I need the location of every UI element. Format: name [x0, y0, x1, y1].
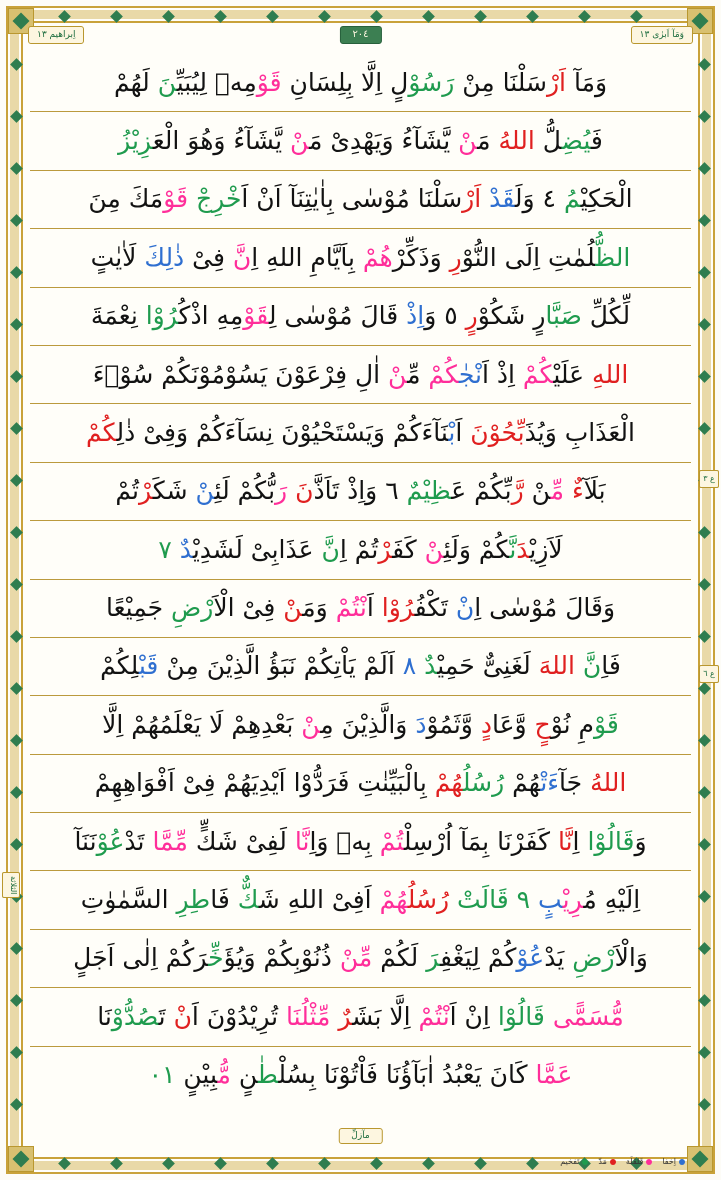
- tajweed-segment: فَا: [601, 651, 621, 681]
- tajweed-segment: قَبْ: [138, 651, 159, 681]
- tajweed-segment: نَنَآ: [74, 826, 97, 856]
- tajweed-legend: [560, 1157, 685, 1166]
- tajweed-segment: لَفِىْ شَكٍّ: [187, 826, 295, 856]
- tajweed-segment: صَبَّا: [545, 301, 582, 331]
- tajweed-segment: [449, 885, 457, 914]
- tajweed-segment: لُّ: [534, 125, 562, 155]
- tajweed-segment: رَ: [426, 943, 441, 973]
- quran-line: [30, 988, 691, 1046]
- tajweed-segment: مِّنْ: [339, 943, 373, 973]
- tajweed-segment: لَاَزِيْ: [529, 534, 563, 564]
- tajweed-segment: يَّشَآءُ وَهُوَ الْعَ: [152, 125, 290, 155]
- tajweed-segment: ٨: [394, 651, 425, 681]
- tajweed-segment: نْ: [424, 534, 444, 564]
- quran-line-text: [95, 1001, 626, 1031]
- legend-color-dot: [679, 1159, 685, 1165]
- tajweed-segment: لِّكُلِّ: [581, 301, 631, 331]
- quran-text-block: [30, 54, 691, 1104]
- tajweed-segment: نْ: [458, 125, 478, 155]
- tajweed-segment: قَالَتْ: [456, 885, 509, 915]
- tajweed-segment: اَ: [455, 417, 471, 447]
- tajweed-segment: اللهِ: [592, 359, 629, 389]
- footer-catchword: مآزلِّ: [338, 1128, 382, 1144]
- quran-line-text: [79, 887, 642, 913]
- tajweed-segment: لَغَنِىٌّ: [482, 651, 539, 681]
- tajweed-segment: نَا: [97, 1001, 112, 1031]
- tajweed-segment: دَ: [516, 534, 530, 564]
- tajweed-segment: وَّعَا: [491, 709, 535, 739]
- tajweed-segment: دَ: [415, 709, 427, 739]
- tajweed-segment: نْ: [283, 593, 303, 623]
- tajweed-segment: دٌ: [424, 651, 438, 681]
- quran-line-text: [72, 826, 648, 856]
- tajweed-segment: نَ: [295, 476, 314, 506]
- tajweed-segment: نْ: [173, 1001, 192, 1031]
- tajweed-segment: السَّمٰوٰتِ: [80, 885, 177, 915]
- tajweed-segment: الظُّ: [595, 242, 631, 272]
- tajweed-segment: سَلْنَا مِنْ: [454, 67, 547, 97]
- tajweed-segment: اللهَ: [538, 651, 575, 681]
- tajweed-segment: رْ: [378, 534, 393, 564]
- tajweed-segment: كُمْ: [86, 417, 117, 447]
- tajweed-segment: يَدْ: [544, 943, 573, 973]
- quran-line-text: [91, 359, 631, 389]
- tajweed-segment: اِذْ اَ: [481, 359, 523, 389]
- quran-line-text: [93, 770, 629, 796]
- quran-line-text: [147, 1062, 575, 1088]
- page-number-badge: ٢٠٤: [339, 26, 381, 44]
- tajweed-segment: نْتُمْ: [335, 593, 367, 623]
- header-juz-label: اِبراهيم ١٣: [28, 26, 84, 44]
- tajweed-segment: قَالُوْا: [587, 826, 635, 856]
- quran-line: [30, 1047, 691, 1104]
- tajweed-segment: اَرْ: [546, 67, 567, 97]
- tajweed-segment: فَ: [590, 125, 603, 155]
- tajweed-segment: اَ: [366, 593, 382, 623]
- tajweed-segment: ِنَّ: [321, 534, 340, 564]
- tajweed-segment: قَدْ: [489, 184, 515, 214]
- quran-line-text: [71, 945, 650, 971]
- tajweed-segment: كَانَ يَعْبُدُ اٰبَآؤُنَا فَاْتُوْنَا بِسُلْ: [278, 1060, 536, 1090]
- tajweed-segment: بَعْدِهِمْ لَا يَعْلَمُهُمْ اِلَّا: [102, 709, 302, 739]
- tajweed-segment: جَمِيْعًا: [105, 593, 172, 623]
- tajweed-segment: بِاَيَّامِ اللهِ ا: [251, 242, 363, 272]
- tajweed-segment: ٧: [158, 534, 180, 564]
- tajweed-segment: رَّ: [511, 476, 524, 506]
- quran-line-text: [112, 67, 609, 97]
- tajweed-segment: وَالَّذِيْنَ مِ: [320, 709, 416, 739]
- tajweed-segment: بِهٖ وَا: [309, 826, 380, 856]
- legend-label: قَلقَلَة: [625, 1157, 644, 1166]
- tajweed-segment: رُسُلُ: [407, 885, 450, 915]
- tajweed-segment: اللهُ: [498, 125, 535, 155]
- quran-line-text: [100, 709, 621, 739]
- tajweed-segment: اِلَّا بَشَ: [352, 1001, 419, 1031]
- tajweed-segment: لَكُمْ: [372, 943, 427, 973]
- tajweed-segment: يَّشَآءُ وَيَهْدِىْ مَ: [309, 125, 459, 155]
- tajweed-segment: لَهُمْ: [113, 67, 158, 97]
- tajweed-segment: بْ: [448, 417, 456, 447]
- header-surah-label: وَمَآ اَبرٰى ١٣: [631, 26, 693, 44]
- tajweed-segment: ذُنُوْبِكُمْ وَيُؤَ: [223, 943, 340, 973]
- tajweed-segment: نَّ: [509, 534, 517, 564]
- quran-line: [30, 171, 691, 229]
- quran-line-text: [98, 653, 623, 679]
- tajweed-segment: وَ: [602, 593, 616, 623]
- tajweed-segment: رَكُمْ اِلٰى اَجَلٍ: [73, 943, 209, 973]
- tajweed-segment: قَوْ: [243, 301, 269, 331]
- tajweed-segment: نْ: [455, 593, 475, 623]
- tajweed-segment: بَلَآ: [583, 476, 606, 506]
- tajweed-segment: نِعْمَةَ: [90, 301, 146, 331]
- tajweed-segment: اللهُ: [590, 768, 627, 798]
- tajweed-segment: الْحَكِيْ: [580, 184, 633, 214]
- quran-line: [30, 404, 691, 462]
- quran-line-text: [113, 478, 607, 504]
- tajweed-segment: رٍ: [465, 301, 478, 331]
- quran-line: [30, 346, 691, 404]
- tajweed-segment: ٥ وَ: [424, 301, 466, 331]
- quran-line-text: [89, 242, 633, 272]
- legend-color-dot: [582, 1159, 588, 1165]
- quran-line-text: [116, 125, 605, 155]
- tajweed-segment: اَلَمْ يَاْتِكُمْ نَبَؤُ الَّذِيْنَ مِنْ: [158, 651, 395, 681]
- tajweed-segment: قَوْ: [594, 709, 619, 739]
- tajweed-segment: نْجٰ: [458, 359, 482, 389]
- tajweed-segment: وَالْاَ: [614, 943, 648, 973]
- tajweed-segment: لٍ اِلَّا بِلِسَانِ: [281, 67, 409, 97]
- tajweed-segment: كُمْ: [522, 359, 554, 389]
- tajweed-segment: بٍ: [538, 885, 563, 915]
- tajweed-segment: تُمْ: [115, 476, 139, 506]
- tajweed-segment: [545, 1002, 553, 1031]
- tajweed-segment: اٰلِ فِرْعَوْنَ يَسُوْمُوْنَكُمْ سُوْۤءَ: [92, 359, 389, 389]
- tajweed-segment: فَا: [210, 885, 238, 915]
- tajweed-segment: قَالَ: [565, 593, 603, 623]
- tajweed-segment: مِّمَّا: [152, 826, 188, 856]
- tajweed-segment: اَرْ: [462, 184, 490, 214]
- tajweed-segment: وَيُذَ: [524, 417, 565, 447]
- tajweed-segment: رٌ: [338, 1001, 353, 1031]
- ruku-marker-right-2: ع ٦: [699, 665, 719, 683]
- tajweed-segment: طِرِ: [176, 885, 211, 915]
- tajweed-segment: تَدْ: [124, 826, 153, 856]
- quran-line: [30, 755, 691, 813]
- tajweed-segment: رُسُلُ: [462, 768, 505, 798]
- tajweed-segment: ١٠: [148, 1060, 184, 1090]
- legend-label: مَدّ: [598, 1157, 607, 1166]
- tajweed-segment: كٌّ: [237, 885, 259, 915]
- tajweed-segment: كُمْ وَلَئِ: [443, 534, 510, 564]
- tajweed-segment: اِلَيْهِ مُ: [583, 885, 641, 915]
- tajweed-segment: رْضِ: [572, 943, 615, 973]
- tajweed-segment: وَ: [634, 826, 647, 856]
- tajweed-segment: وَذَكِّرْ: [392, 242, 450, 272]
- tajweed-segment: مِّ: [550, 476, 572, 506]
- tajweed-segment: ذٰلِكَ: [144, 242, 185, 272]
- tajweed-segment: وَمَ: [302, 593, 336, 623]
- tajweed-segment: مِهٖ لِيُبَيِّ: [176, 67, 257, 97]
- tajweed-segment: بُّكُمْ لَئِ: [214, 476, 276, 506]
- tajweed-segment: مَ: [477, 125, 499, 155]
- legend-item: [598, 1157, 615, 1166]
- tajweed-segment: كَفَرْنَا بِمَآ اُرْسِلْ: [403, 826, 558, 856]
- tajweed-segment: ءٌ: [571, 476, 584, 506]
- tajweed-segment: فِىْ: [184, 242, 233, 272]
- tajweed-segment: سَلْنَا مُوْسٰى بِاٰيٰتِنَآ اَنْ اَ: [241, 184, 463, 214]
- tajweed-segment: يُضِ: [561, 125, 591, 155]
- tajweed-segment: قَوْ: [256, 67, 282, 97]
- legend-item: [662, 1157, 685, 1166]
- tajweed-segment: رِيْ: [562, 885, 584, 915]
- tajweed-segment: خِّ: [208, 943, 224, 973]
- tajweed-segment: لُمٰتِ اِلَى النُّوْ: [461, 242, 596, 272]
- tajweed-segment: قَوْ: [163, 184, 197, 214]
- tajweed-segment: تَ: [158, 1001, 174, 1031]
- legend-color-dot: [646, 1159, 652, 1165]
- quran-line-text: [84, 417, 637, 447]
- ruku-marker-right-1: ع ٣: [699, 470, 719, 488]
- tajweed-segment: اِ: [572, 826, 588, 856]
- quran-line: [30, 112, 691, 170]
- quran-line: [30, 930, 691, 988]
- tajweed-segment: ءَتْ: [540, 768, 560, 798]
- tajweed-segment: لَاٰيٰتٍ: [90, 242, 145, 272]
- tajweed-segment: هُمْ: [504, 768, 541, 798]
- tajweed-segment: الْعَذَابِ: [564, 417, 635, 447]
- tajweed-segment: رِ: [449, 242, 462, 272]
- tajweed-segment: رَ: [275, 476, 296, 506]
- tajweed-segment: ٩: [508, 885, 539, 915]
- legend-item: [560, 1157, 588, 1166]
- tajweed-segment: عَلَيْ: [553, 359, 593, 389]
- tajweed-segment: اِنْ اَ: [449, 1001, 498, 1031]
- quran-line: [30, 229, 691, 287]
- tajweed-segment: رٍ شَكُوْ: [477, 301, 546, 331]
- quran-line: [30, 638, 691, 696]
- tajweed-segment: ِنَّا: [294, 826, 310, 856]
- tajweed-segment: نْ: [388, 359, 408, 389]
- tajweed-segment: رُوْا: [381, 593, 415, 623]
- quran-line: [30, 463, 691, 521]
- legend-label: تَفخيم: [560, 1157, 580, 1166]
- tajweed-segment: جَآ: [559, 768, 591, 798]
- tajweed-segment: ٦ وَاِذْ تَاَذَّ: [313, 476, 407, 506]
- tajweed-segment: قَالَ مُوْسٰى لِ: [268, 301, 407, 331]
- tajweed-segment: مُ: [563, 184, 581, 214]
- tajweed-segment: دٍ: [480, 709, 492, 739]
- juz-marker-left: الثلاثة: [2, 872, 20, 898]
- tajweed-segment: وَّثَمُوْ: [426, 709, 481, 739]
- tajweed-segment: ٤ وَلَ: [514, 184, 564, 214]
- tajweed-segment: رُوْا: [145, 301, 179, 331]
- tajweed-segment: هُمْ: [379, 885, 408, 915]
- tajweed-segment: تَكْفُ: [414, 593, 456, 623]
- quran-line-text: [86, 186, 634, 212]
- tajweed-segment: مُوْسٰى اِ: [474, 593, 566, 623]
- tajweed-segment: مِ نُوْ: [550, 709, 594, 739]
- tajweed-segment: بِالْبَيِّنٰتِ فَرَدُّوْا اَيْدِيَهُمْ فِىْ اَفْوَاهِهِمْ: [94, 768, 435, 798]
- tajweed-segment: حَمِيْ: [437, 651, 483, 681]
- tajweed-segment: عَمَّا: [535, 1060, 573, 1090]
- tajweed-segment: عَذَابِىْ لَشَدِيْ: [192, 534, 322, 564]
- quran-line: [30, 54, 691, 112]
- tajweed-segment: رَسُوْ: [408, 67, 455, 97]
- tajweed-segment: مُّ: [217, 1060, 231, 1090]
- tajweed-segment: نْتُمْ: [418, 1001, 450, 1031]
- tajweed-segment: تُمْ: [379, 826, 404, 856]
- tajweed-segment: تُمْ ا: [339, 534, 379, 564]
- tajweed-segment: نْ: [290, 125, 310, 155]
- tajweed-segment: مِّثْلُنَا: [286, 1001, 339, 1031]
- page-header: [26, 24, 695, 50]
- tajweed-segment: كَفَ: [392, 534, 425, 564]
- tajweed-segment: هُمْ: [362, 242, 393, 272]
- tajweed-segment: حٍ: [534, 709, 551, 739]
- legend-color-dot: [610, 1159, 616, 1165]
- legend-label: اِخفا: [662, 1157, 676, 1166]
- tajweed-segment: [575, 651, 583, 680]
- tajweed-segment: ِنَّ: [582, 651, 602, 681]
- quran-line: [30, 813, 691, 871]
- quran-line-text: [104, 595, 617, 621]
- tajweed-segment: نَ: [157, 67, 177, 97]
- tajweed-segment: عُوْ: [96, 826, 125, 856]
- tajweed-segment: صُدُّوْ: [111, 1001, 159, 1031]
- tajweed-segment: بِّحُوْنَ: [470, 417, 525, 447]
- corner-ornament-bottom-left: [8, 1146, 34, 1172]
- tajweed-segment: بِّكُمْ عَ: [451, 476, 512, 506]
- corner-ornament-bottom-right: [687, 1146, 713, 1172]
- tajweed-segment: دٌ: [179, 534, 193, 564]
- tajweed-segment: خْرِجْ: [196, 184, 242, 214]
- tajweed-segment: مِّ: [407, 359, 429, 389]
- quran-line: [30, 696, 691, 754]
- tajweed-segment: نْ: [523, 476, 551, 506]
- tajweed-segment: قَالُوْا: [497, 1001, 545, 1031]
- quran-line: [30, 871, 691, 929]
- tajweed-segment: كُمْ: [428, 359, 459, 389]
- tajweed-segment: طٰ: [257, 1060, 279, 1090]
- quran-line-text: [156, 534, 564, 564]
- tajweed-segment: عُوْ: [516, 943, 545, 973]
- tajweed-segment: لِكُمْ: [100, 651, 139, 681]
- tajweed-segment: ِنَّ: [232, 242, 252, 272]
- tajweed-segment: مِهِ اذْكُ: [178, 301, 244, 331]
- tajweed-segment: نٍ: [230, 1060, 258, 1090]
- tajweed-segment: اِذْ: [406, 301, 425, 331]
- tajweed-segment: هُمْ: [434, 768, 463, 798]
- tajweed-segment: نَآءَكُمْ وَيَسْتَحْيُوْنَ نِسَآءَكُمْ وَفِىْ ذٰلِ: [116, 417, 449, 447]
- tajweed-segment: نَّا: [557, 826, 573, 856]
- tajweed-segment: كُمْ لِيَغْفِ: [440, 943, 517, 973]
- tajweed-segment: اَفِىْ اللهِ شَ: [258, 885, 380, 915]
- tajweed-segment: نْ: [301, 709, 321, 739]
- quran-line: [30, 288, 691, 346]
- quran-line: [30, 521, 691, 579]
- tajweed-segment: شَكَ: [152, 476, 196, 506]
- tajweed-segment: مَكَ مِنَ: [88, 184, 164, 214]
- quran-line: [30, 580, 691, 638]
- legend-item: [626, 1157, 652, 1166]
- tajweed-segment: مُّسَمًّى: [552, 1001, 624, 1031]
- tajweed-segment: تُرِيْدُوْنَ اَ: [191, 1001, 287, 1031]
- tajweed-segment: بِيْنٍ: [183, 1060, 218, 1090]
- tajweed-segment: رْضِ: [171, 593, 214, 623]
- tajweed-segment: ظِيْمٌ: [406, 476, 452, 506]
- tajweed-segment: نْ: [195, 476, 215, 506]
- tajweed-segment: زِيْزُ: [118, 125, 153, 155]
- tajweed-segment: فِىْ الْاَ: [213, 593, 284, 623]
- tajweed-segment: رْ: [139, 476, 153, 506]
- tajweed-segment: وَمَآ: [566, 67, 608, 97]
- quran-line-text: [89, 303, 632, 329]
